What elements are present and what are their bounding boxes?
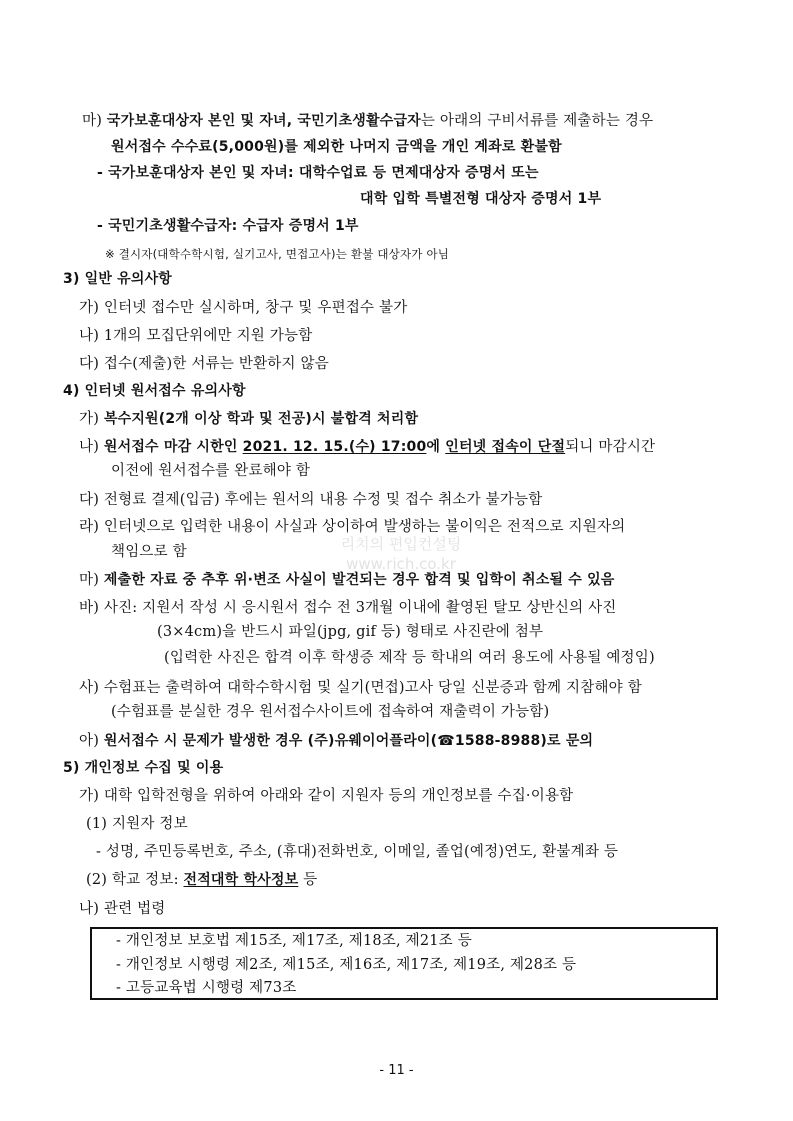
page-number: - 11 - xyxy=(379,1063,414,1078)
section-3-item-da: 다) 접수(제출)한 서류는 반환하지 않음 xyxy=(79,356,329,372)
school-info-text: 전적대학 학사정보 xyxy=(183,872,299,888)
section-4-item-da: 다) 전형료 결제(입금) 후에는 원서의 내용 수정 및 접수 취소가 불가능함 xyxy=(79,492,543,508)
refund-item-2: - 국민기초생활수급자: 수급자 증명서 1부 xyxy=(97,218,359,234)
body-text: 는 아래의 구비서류를 제출하는 경우 xyxy=(420,113,654,129)
section-5-sub-1-detail: - 성명, 주민등록번호, 주소, (휴대)전화번호, 이메일, 졸업(예정)연도, 환불계좌 등 xyxy=(96,844,619,860)
bold-text: 에 xyxy=(426,439,446,455)
section-4-item-ga xyxy=(79,409,418,429)
item-prefix: 마) xyxy=(79,572,104,588)
section-5-item-ga: 가) 대학 입학전형을 위하여 아래와 같이 지원자 등의 개인정보를 수집·이용함 xyxy=(79,788,574,804)
bold-text: 제출한 자료 중 추후 위·변조 사실이 발견되는 경우 합격 및 입학이 취소될 수 있음 xyxy=(103,572,615,588)
law-item-2: - 개인정보 시행령 제2조, 제15조, 제16조, 제17조, 제19조, 제28조 등 xyxy=(116,957,577,973)
refund-line-1 xyxy=(82,111,653,131)
bold-text: 복수지원(2개 이상 학과 및 전공)시 불합격 처리함 xyxy=(103,411,419,427)
section-4-heading: 4) 인터넷 원서접수 유의사항 xyxy=(63,383,246,399)
section-5-sub-2 xyxy=(86,870,317,890)
disconnect-text: 인터넷 접속이 단절 xyxy=(445,439,566,455)
section-4-item-sa-line-1: 사) 수험표는 출력하여 대학수학시험 및 실기(면접)고사 당일 신분증과 함께 지참해야 함 xyxy=(79,680,642,696)
section-4-item-sa-line-2: (수험표를 분실한 경우 원서접수사이트에 접속하여 재출력이 가능함) xyxy=(111,704,550,720)
watermark-line-2: www.rich.co.kr xyxy=(346,555,456,573)
deadline-text: 2021. 12. 15.(수) 17:00 xyxy=(242,439,427,455)
section-5-sub-1-title: (1) 지원자 정보 xyxy=(86,816,188,832)
refund-item-1-line-2: 대학 입학 특별전형 대상자 증명서 1부 xyxy=(360,191,602,207)
bold-text: 국가보훈대상자 본인 및 자녀, 국민기초생활수급자 xyxy=(106,113,421,129)
refund-line-2: 원서접수 수수료(5,000원)를 제외한 나머지 금액을 개인 계좌로 환불함 xyxy=(111,139,562,155)
item-prefix: 나) xyxy=(79,439,104,455)
item-prefix: 마) xyxy=(82,113,107,129)
section-4-item-a xyxy=(79,731,593,751)
item-prefix: 가) xyxy=(79,411,104,427)
section-4-item-ba-line-1: 바) 사진: 지원서 작성 시 응시원서 접수 전 3개월 이내에 촬영된 탈모 상반신의 사진 xyxy=(79,600,617,616)
section-3-heading: 3) 일반 유의사항 xyxy=(63,271,173,287)
section-5-item-na: 나) 관련 법령 xyxy=(79,901,166,917)
section-4-item-ra-line-1: 라) 인터넷으로 입력한 내용이 사실과 상이하여 발생하는 불이익은 전적으로 지원자의 xyxy=(79,519,626,535)
section-3-item-na: 나) 1개의 모집단위에만 지원 가능함 xyxy=(79,328,313,344)
refund-item-1-line-1: - 국가보훈대상자 본인 및 자녀: 대학수업료 등 면제대상자 증명서 또는 xyxy=(97,165,539,181)
section-4-item-ra-line-2: 책임으로 함 xyxy=(111,544,187,560)
section-5-heading: 5) 개인정보 수집 및 이용 xyxy=(63,760,224,776)
section-4-item-na-line-2: 이전에 원서접수를 완료해야 함 xyxy=(111,463,311,479)
sub-suffix: 등 xyxy=(298,872,318,888)
law-item-1: - 개인정보 보호법 제15조, 제17조, 제18조, 제21조 등 xyxy=(116,933,472,949)
watermark xyxy=(326,534,476,574)
section-4-item-ba-line-3: (입력한 사진은 합격 이후 학생증 제작 등 학내의 여러 용도에 사용될 예정임) xyxy=(164,650,655,666)
refund-note: ※ 결시자(대학수학시험, 실기고사, 면접고사)는 환불 대상자가 아님 xyxy=(105,247,450,261)
law-item-3: - 고등교육법 시행령 제73조 xyxy=(116,980,297,996)
body-text: 되니 마감시간 xyxy=(565,439,656,455)
sub-prefix: (2) 학교 정보: xyxy=(86,872,184,888)
watermark-line-1: 리치의 편입컨설팅 xyxy=(340,535,462,553)
bold-text: 원서접수 시 문제가 발생한 경우 (주)유웨이어플라이(☎1588-8988)로 문의 xyxy=(103,733,594,749)
section-4-item-ba-line-2: (3×4cm)을 반드시 파일(jpg, gif 등) 형태로 사진란에 첨부 xyxy=(157,624,544,640)
item-prefix: 아) xyxy=(79,733,104,749)
section-4-item-na-line-1 xyxy=(79,437,655,457)
bold-text: 원서접수 마감 시한인 xyxy=(103,439,243,455)
section-3-item-ga: 가) 인터넷 접수만 실시하며, 창구 및 우편접수 불가 xyxy=(79,300,408,316)
